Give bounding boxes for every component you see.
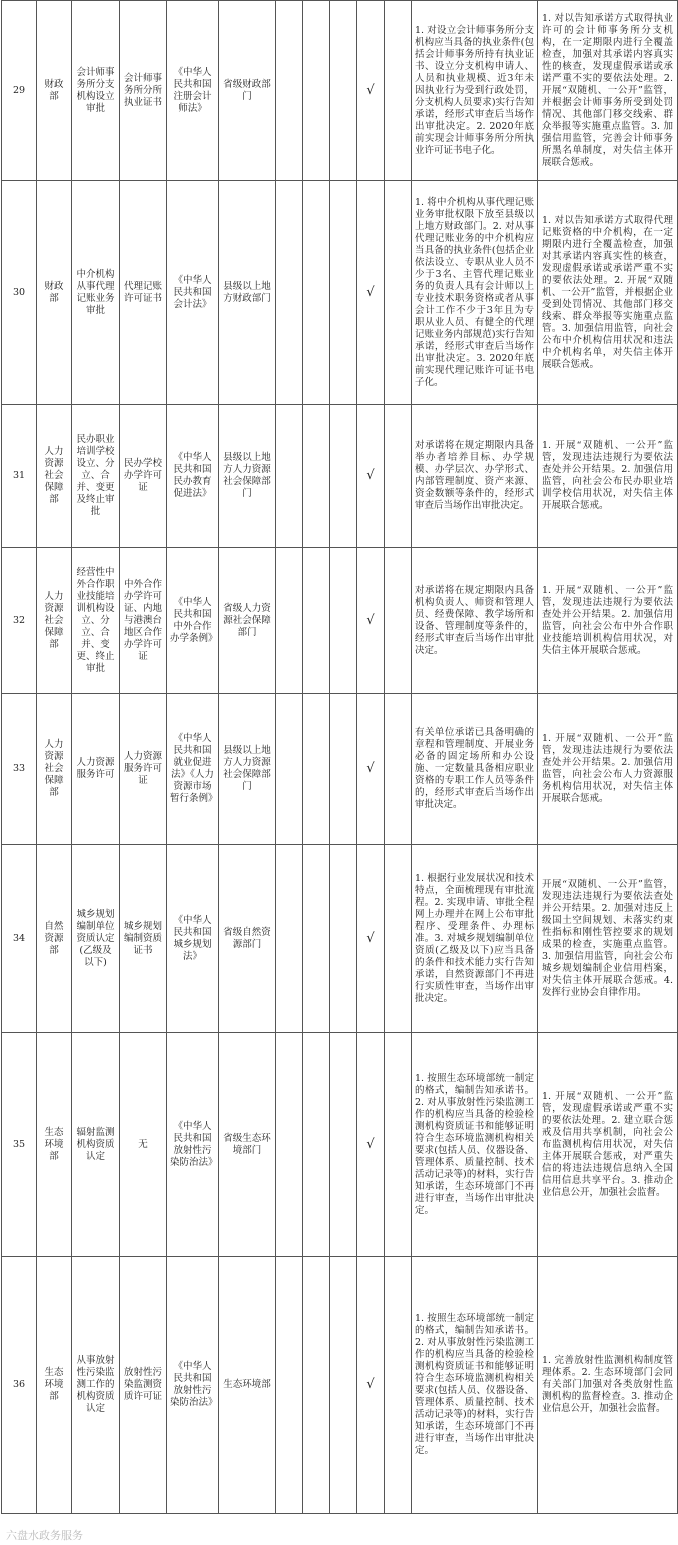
reform-checkmark: √ [357,1257,385,1514]
approval-item: 民办职业培训学校设立、分立、合并、变更及终止审批 [72,405,120,548]
approval-level: 省级生态环境部门 [219,1033,276,1257]
certificate-name: 代理记账许可证书 [120,181,167,405]
empty-cell [276,1,303,181]
empty-cell [276,694,303,845]
empty-cell [385,845,412,1033]
empty-cell [303,694,330,845]
approval-item: 从事放射性污染监测工作的机构资质认定 [72,1257,120,1514]
row-number: 31 [2,405,37,548]
certificate-name: 中外合作办学许可证、内地与港澳台地区合作办学许可证 [120,548,167,694]
legal-basis: 《中华人民共和国就业促进法》《人力资源市场暂行条例》 [167,694,219,845]
approval-level: 省级财政部门 [219,1,276,181]
legal-basis: 《中华人民共和国注册会计师法》 [167,1,219,181]
empty-cell [330,548,357,694]
empty-cell [330,1257,357,1514]
department: 生态环境部 [37,1033,72,1257]
table-row [2,1033,678,1257]
supervision-measures: 1. 开展“双随机、一公开”监管，发现违法违规行为要依法查处并公开结果。2. 加强信用监管，向社会公布民办职业培训学校信用状况，对失信主体开展联合惩戒。 [538,405,678,548]
reform-content: 1. 将中介机构从事代理记账业务审批权限下放至县级以上地方财政部门。2. 对从事代理记账业务的中介机构应当具备的执业条件(包括企业依法设立、专职从业人员不少于3名、主管代理记账业务的负责人具有会计师以上专业技术职务资格或者从事会计工作不少于3年且为专职从业人员、有健全的代理记账业务内部规范)实行告知承诺，经形式审查后当场作出审批决定。3. 2020年底前实现代理记账许可证书电子化。 [412,181,538,405]
department: 人力资源社会保障部 [37,405,72,548]
reform-checkmark: √ [357,1,385,181]
table-row [2,1,678,181]
approval-reform-table [1,0,678,1514]
legal-basis: 《中华人民共和国放射性污染防治法》 [167,1033,219,1257]
empty-cell [276,845,303,1033]
approval-item: 会计师事务所分支机构设立审批 [72,1,120,181]
department: 人力资源社会保障部 [37,694,72,845]
table-row [2,1257,678,1514]
legal-basis: 《中华人民共和国城乡规划法》 [167,845,219,1033]
empty-cell [385,694,412,845]
approval-item: 人力资源服务许可 [72,694,120,845]
empty-cell [303,181,330,405]
department: 财政部 [37,1,72,181]
table-row [2,548,678,694]
approval-level: 省级自然资源部门 [219,845,276,1033]
empty-cell [303,1033,330,1257]
table-row [2,405,678,548]
legal-basis: 《中华人民共和国放射性污染防治法》 [167,1257,219,1514]
legal-basis: 《中华人民共和国会计法》 [167,181,219,405]
legal-basis: 《中华人民共和国中外合作办学条例》 [167,548,219,694]
row-number: 35 [2,1033,37,1257]
empty-cell [276,1257,303,1514]
reform-content: 1. 按照生态环境部统一制定的格式，编制告知承诺书。2. 对从事放射性污染监测工作的机构应当具备的检验检测机构资质证书和能够证明符合生态环境监测机构相关要求(包括人员、仪器设备、管理体系、质量控制、技术活动记录等)的材料，实行告知承诺，生态环境部门不再进行审查，当场作出审批决定。 [412,1257,538,1514]
department: 财政部 [37,181,72,405]
row-number: 32 [2,548,37,694]
empty-cell [330,1033,357,1257]
approval-level: 省级人力资源社会保障部门 [219,548,276,694]
table-body [2,1,678,1514]
approval-item: 辐射监测机构资质认定 [72,1033,120,1257]
row-number: 34 [2,845,37,1033]
reform-content: 对承诺将在规定期限内具备机构负责人、师资和管理人员、经费保障、教学场所和设备、管理制度等条件的，经形式审查后当场作出审批决定。 [412,548,538,694]
reform-content: 1. 对设立会计师事务所分支机构应当具备的执业条件(包括会计师事务所持有执业证书、设立分支机构申请人、人员和执业规模、近3年未因执业行为受到行政处罚，分支机构人员要求)实行告知承诺，经形式审查后当场作出审批决定。2. 2020年底前实现会计师事务所分所执业许可证书电子化。 [412,1,538,181]
certificate-name: 人力资源服务许可证 [120,694,167,845]
certificate-name: 民办学校办学许可证 [120,405,167,548]
empty-cell [385,405,412,548]
empty-cell [330,181,357,405]
table-row [2,694,678,845]
certificate-name: 无 [120,1033,167,1257]
empty-cell [303,1257,330,1514]
row-number: 33 [2,694,37,845]
reform-content: 有关单位承诺已具备明确的章程和管理制度、开展业务必备的固定场所和办公设施、一定数量具备相应职业资格的专职工作人员等条件的，经形式审查后当场作出审批决定。 [412,694,538,845]
supervision-measures: 1. 开展“双随机、一公开”监管，发现虚假承诺或严重不实的要依法处理。2. 建立联合惩戒及信用共享机制，向社会公布监测机构信用状况，对失信主体开展联合惩戒，对严重失信的将违法违规信息纳入全国信用信息共享平台。3. 推动企业信息公开，加强社会监督。 [538,1033,678,1257]
empty-cell [276,405,303,548]
empty-cell [303,548,330,694]
empty-cell [385,1,412,181]
approval-level: 生态环境部 [219,1257,276,1514]
reform-checkmark: √ [357,1033,385,1257]
department: 生态环境部 [37,1257,72,1514]
empty-cell [330,694,357,845]
certificate-name: 城乡规划编制资质证书 [120,845,167,1033]
reform-checkmark: √ [357,694,385,845]
empty-cell [385,1033,412,1257]
supervision-measures: 开展“双随机、一公开”监管，发现违法违规行为要依法查处并公开结果。2. 加强对违反上级国土空间规划、未落实约束性指标和刚性管控要求的规划成果的检查，实施重点监管。3. 加强信用监管，向社会公布城乡规划编制企业信用档案，对失信主体开展联合惩戒。4. 发挥行业协会自律作用。 [538,845,678,1033]
empty-cell [276,548,303,694]
supervision-measures: 1. 对以告知承诺方式取得执业许可的会计师事务所分支机构，在一定期限内进行全覆盖检查，加强对其承诺内容真实性的核查，发现虚假承诺或承诺严重不实的要依法处理。2. 开展“双随机、一公开”监管，并根据会计师事务所受到处罚情况、其他部门移交线索、群众举报等实施重点监管。3. 加强信用监管，完善会计师事务所黑名单制度，对失信主体开展联合惩戒。 [538,1,678,181]
supervision-measures: 1. 对以告知承诺方式取得代理记账资格的中介机构，在一定期限内进行全覆盖检查，加强对其承诺内容真实性的核查，发现虚假承诺或承诺严重不实的要依法处理。2. 开展“双随机、一公开”监管，并根据企业受到处罚情况、其他部门移交线索、群众举报等实施重点监管。3. 加强信用监管，向社会公布中介机构信用状况和违法中介机构名单，对失信主体开展联合惩戒。 [538,181,678,405]
empty-cell [330,405,357,548]
empty-cell [303,845,330,1033]
reform-checkmark: √ [357,405,385,548]
empty-cell [303,1,330,181]
approval-item: 经营性中外合作职业技能培训机构设立、分立、合并、变更、终止审批 [72,548,120,694]
approval-level: 县级以上地方人力资源社会保障部门 [219,694,276,845]
empty-cell [276,181,303,405]
supervision-measures: 1. 开展“双随机、一公开”监管，发现违法违规行为要依法查处并公开结果。2. 加强信用监管，向社会公布中外合作职业技能培训机构信用状况，对失信主体开展联合惩戒。 [538,548,678,694]
empty-cell [330,845,357,1033]
reform-content: 对承诺将在规定期限内具备举办者培养目标、办学规模、办学层次、办学形式、内部管理制度、资产来源、资金数额等条件的，经形式审查后当场作出审批决定。 [412,405,538,548]
approval-level: 县级以上地方人力资源社会保障部门 [219,405,276,548]
approval-item: 中介机构从事代理记账业务审批 [72,181,120,405]
table-row [2,181,678,405]
department: 人力资源社会保障部 [37,548,72,694]
approval-level: 县级以上地方财政部门 [219,181,276,405]
empty-cell [330,1,357,181]
supervision-measures: 1. 完善放射性监测机构制度管理体系。2. 生态环境部门会同有关部门加强对各类放射性监测机构的监督检查。3. 推动企业信息公开，加强社会监督。 [538,1257,678,1514]
empty-cell [276,1033,303,1257]
table-row [2,845,678,1033]
empty-cell [385,1257,412,1514]
empty-cell [385,548,412,694]
supervision-measures: 1. 开展“双随机、一公开”监管，发现违法违规行为要依法查处并公开结果。2. 加强信用监管，向社会公布人力资源服务机构信用状况，对失信主体开展联合惩戒。 [538,694,678,845]
row-number: 30 [2,181,37,405]
empty-cell [303,405,330,548]
row-number: 36 [2,1257,37,1514]
reform-content: 1. 按照生态环境部统一制定的格式，编制告知承诺书。2. 对从事放射性污染监测工作的机构应当具备的检验检测机构资质证书和能够证明符合生态环境监测机构相关要求(包括人员、仪器设备、管理体系、质量控制、技术活动记录等)的材料，实行告知承诺，生态环境部门不再进行审查，当场作出审批决定。 [412,1033,538,1257]
legal-basis: 《中华人民共和国民办教育促进法》 [167,405,219,548]
reform-checkmark: √ [357,548,385,694]
certificate-name: 会计师事务所分所执业证书 [120,1,167,181]
certificate-name: 放射性污染监测资质许可证 [120,1257,167,1514]
approval-item: 城乡规划编制单位资质认定(乙级及以下) [72,845,120,1033]
reform-checkmark: √ [357,181,385,405]
department: 自然资源部 [37,845,72,1033]
reform-content: 1. 根据行业发展状况和技术特点，全面梳理现有审批流程。2. 实现申请、审批全程网上办理并在网上公布审批程序、受理条件、办理标准。3. 对城乡规划编制单位资质(乙级及以下)应当具备的条件和技术能力实行告知承诺，自然资源部门不再进行实质性审查，当场作出审批决定。 [412,845,538,1033]
reform-checkmark: √ [357,845,385,1033]
row-number: 29 [2,1,37,181]
empty-cell [385,181,412,405]
watermark: 六盘水政务服务 [6,1529,83,1542]
